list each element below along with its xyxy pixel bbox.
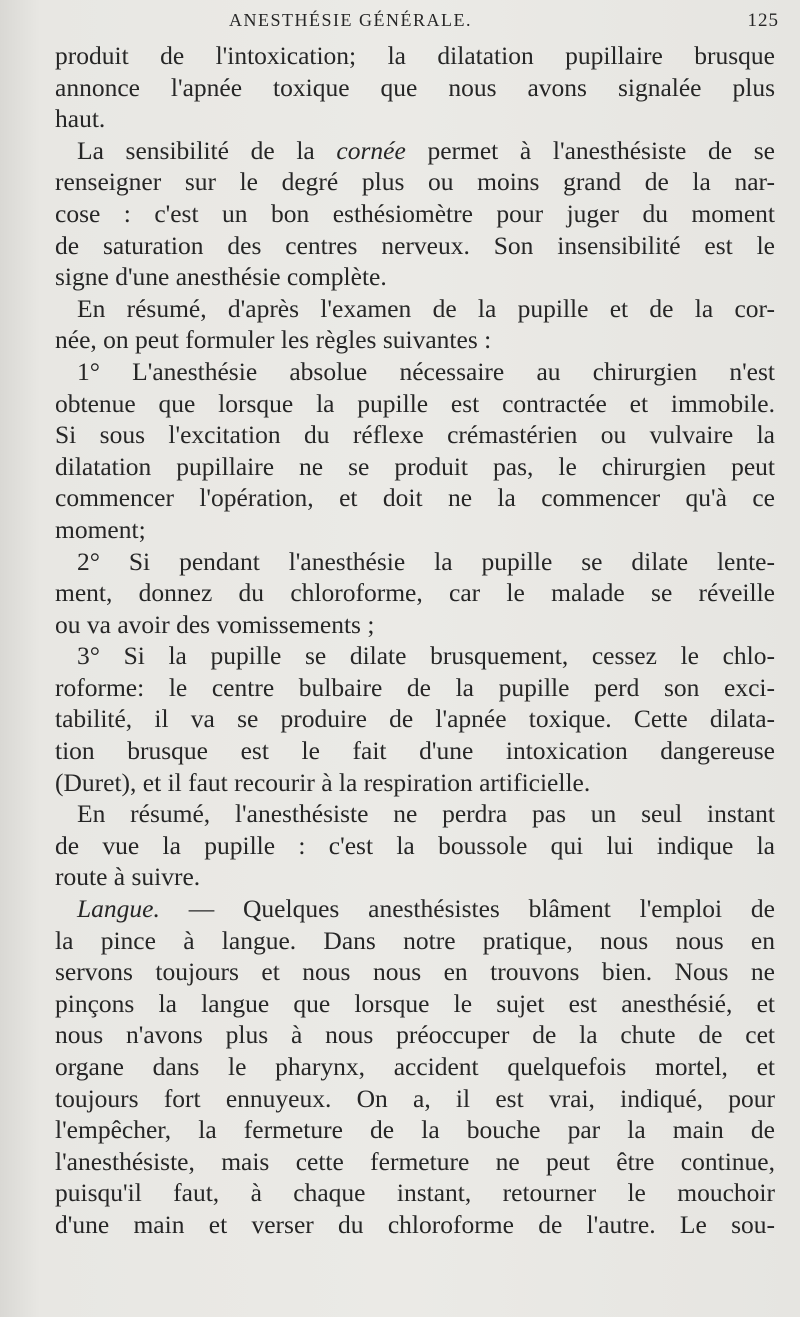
text-line: Si sous l'excitation du réflexe crémastérien ou vulvaire la [55, 420, 775, 450]
text-line: dilatation pupillaire ne se produit pas, le chirurgien peut [55, 451, 775, 481]
text-line: tion brusque est le fait d'une intoxication dangereuse [55, 736, 775, 766]
text-line: organe dans le pharynx, accident quelquefois mortel, et [55, 1052, 775, 1081]
body-text [55, 40, 775, 1241]
text-line: haut. [55, 104, 106, 134]
text-line: En résumé, l'anesthésiste ne perdra pas un seul instant [77, 799, 775, 829]
text-line: d'une main et verser du chloroforme de l'autre. Le sou- [55, 1209, 775, 1239]
text-line: tabilité, il va se produire de l'apnée toxique. Cette dilata- [55, 704, 775, 734]
text-line: 3° Si la pupille se dilate brusquement, cessez le chlo- [77, 641, 775, 671]
text-line: l'empêcher, la fermeture de la bouche par la main de [55, 1115, 775, 1145]
text-line: nous n'avons plus à nous préoccuper de la chute de cet [55, 1020, 775, 1050]
running-head [40, 8, 784, 38]
text-line: de saturation des centres nerveux. Son insensibilité est le [55, 230, 775, 260]
running-head-title: ANESTHÉSIE GÉNÉRALE. [229, 10, 472, 30]
text-line: commencer l'opération, et doit ne la commencer qu'à ce [55, 483, 775, 513]
section-heading-inline: Langue. [77, 894, 160, 924]
text-line: obtenue que lorsque la pupille est contractée et immobile. [55, 388, 775, 418]
text-line: signe d'une anesthésie complète. [55, 262, 387, 292]
text-line: (Duret), et il faut recourir à la respiration artificielle. [55, 767, 591, 797]
text-line: En résumé, d'après l'examen de la pupille et de la cor- [77, 293, 775, 323]
text-line: née, on peut formuler les règles suivantes : [55, 325, 492, 355]
text-line: pinçons la langue que lorsque le sujet est anesthésié, et [55, 988, 775, 1018]
text-line: puisqu'il faut, à chaque instant, retourner le mouchoir [55, 1178, 775, 1208]
text-line: annonce l'apnée toxique que nous avons signalée plus [55, 72, 775, 102]
text-line: de vue la pupille : c'est la boussole qui lui indique la [55, 830, 775, 860]
text-line: cose : c'est un bon esthésiomètre pour juger du moment [55, 198, 775, 228]
text-line: 1° L'anesthésie absolue nécessaire au chirurgien n'est [77, 356, 775, 386]
text-line: 2° Si pendant l'anesthésie la pupille se dilate lente- [77, 546, 775, 576]
text-line: La sensibilité de la cornée permet à l'anesthésiste de se [77, 135, 775, 165]
text-line: renseigner sur le degré plus ou moins grand de la nar- [55, 167, 775, 197]
text-line: produit de l'intoxication; la dilatation pupillaire brusque [55, 41, 775, 70]
text-line: ou va avoir des vomissements ; [55, 609, 375, 639]
page-number: 125 [747, 10, 779, 31]
text-line: l'anesthésiste, mais cette fermeture ne peut être continue, [55, 1146, 775, 1176]
text-line: Langue. — Quelques anesthésistes blâment l'emploi de [77, 894, 775, 924]
text-line: la pince à langue. Dans notre pratique, nous nous en [55, 925, 775, 955]
text-line: servons toujours et nous nous en trouvons bien. Nous ne [55, 957, 775, 987]
text-line: moment; [55, 514, 146, 544]
text-line: roforme: le centre bulbaire de la pupille perd son exci- [55, 672, 775, 702]
text-line: toujours fort ennuyeux. On a, il est vrai, indiqué, pour [55, 1083, 775, 1113]
text-line: ment, donnez du chloroforme, car le malade se réveille [55, 578, 775, 608]
italic-term: cornée [336, 135, 406, 165]
text-line: route à suivre. [55, 862, 201, 892]
